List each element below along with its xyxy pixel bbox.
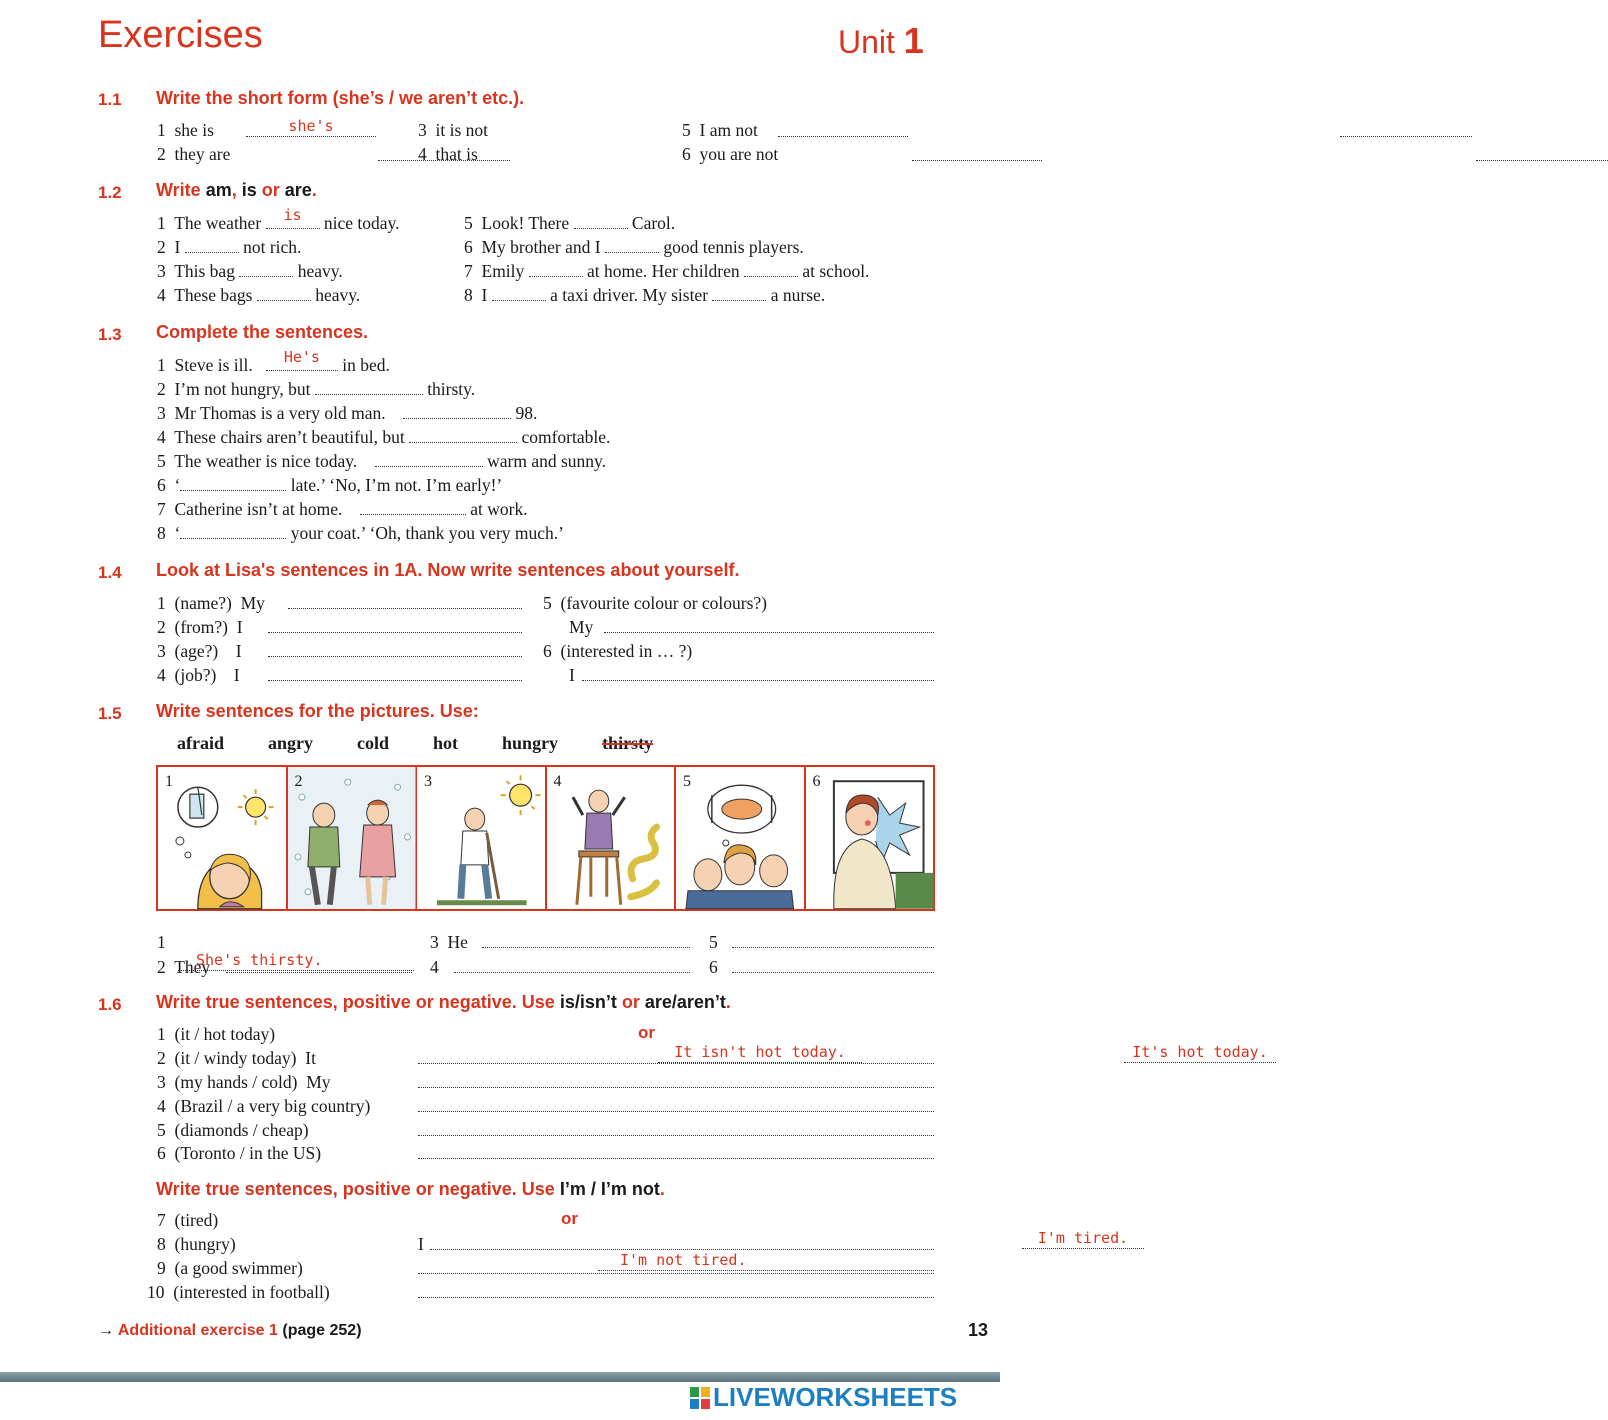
section-title-1-5: Write sentences for the pictures. Use: — [156, 701, 479, 721]
answer-line[interactable] — [418, 1297, 934, 1298]
item-text: 98. — [515, 403, 538, 423]
exercise-1-6-item-5 — [157, 1118, 309, 1142]
exercise-1-4-item-4 — [157, 663, 240, 687]
item-text: nice today. — [323, 213, 400, 233]
or-label: or — [638, 1023, 655, 1042]
item-number: 10 — [147, 1282, 165, 1302]
item-number: 9 — [157, 1258, 166, 1278]
section-title-1-6 — [156, 992, 731, 1013]
item-number: 6 — [543, 641, 552, 661]
keyword: I’m / I’m not — [559, 1179, 660, 1199]
cold-people-illustration — [288, 767, 416, 909]
item-number: 7 — [464, 261, 473, 281]
item-text: I — [481, 285, 488, 305]
exercise-1-6-item-7 — [157, 1208, 218, 1232]
exercise-1-2-item-6 — [464, 235, 804, 259]
unit-label — [838, 20, 924, 62]
section-subtitle-1-6 — [156, 1179, 665, 1200]
item-text: My brother and I — [481, 237, 601, 257]
answer-line[interactable] — [454, 972, 690, 973]
item-question: (Brazil / a very big country) — [174, 1096, 371, 1116]
item-text: The weather — [174, 213, 262, 233]
item-number: 5 — [464, 213, 473, 233]
title-part: . — [725, 992, 731, 1012]
bottom-divider — [0, 1372, 1000, 1382]
section-number-1-3: 1.3 — [98, 325, 122, 344]
answer-field[interactable] — [246, 117, 376, 137]
item-start: I — [236, 617, 243, 637]
item-number: 4 — [157, 1096, 166, 1116]
answer-line[interactable] — [430, 1249, 934, 1250]
item-number: 5 — [709, 932, 718, 952]
picture-number: 1 — [165, 773, 173, 790]
item-text: ‘ — [174, 475, 181, 495]
item-text: The weather is nice today. — [174, 451, 358, 471]
word-used: thirsty — [602, 733, 654, 753]
item-start: My — [240, 593, 265, 613]
item-start: They — [174, 957, 211, 977]
item-text: they are — [174, 144, 231, 164]
answer-line[interactable] — [268, 656, 522, 657]
title-part: , — [231, 180, 242, 200]
picture-1 — [158, 767, 288, 909]
item-start: My — [306, 1072, 331, 1092]
item-text: thirsty. — [427, 379, 476, 399]
item-start: It — [305, 1048, 316, 1068]
item-text: not rich. — [243, 237, 302, 257]
exercise-1-6-item-8-start: I — [418, 1234, 424, 1254]
word: afraid — [177, 733, 224, 753]
answer-line[interactable] — [418, 1111, 934, 1112]
item-number: 6 — [157, 475, 166, 495]
item-number: 1 — [157, 1024, 166, 1044]
item-number: 4 — [157, 427, 166, 447]
item-number: 4 — [418, 144, 427, 164]
or-label: or — [561, 1209, 578, 1228]
exercise-1-6-item-6 — [157, 1141, 321, 1165]
answer-line[interactable] — [418, 1158, 934, 1159]
item-question: (tired) — [174, 1210, 219, 1230]
exercise-1-1-item-3 — [418, 118, 488, 142]
title-part: or — [256, 180, 285, 200]
answer-field[interactable] — [257, 284, 311, 301]
answer-text: I'm not tired. — [620, 1251, 747, 1269]
item-text: I’m not hungry, but — [174, 379, 311, 399]
section-title-1-1: Write the short form (she’s / we aren’t etc.). — [156, 88, 525, 108]
exercise-1-2-item-1 — [157, 206, 400, 235]
exercise-1-3-item-8 — [157, 521, 564, 545]
item-text: your coat.’ ‘Oh, thank you very much.’ — [290, 523, 564, 543]
item-text: These bags — [174, 285, 253, 305]
page-title: Exercises — [98, 14, 263, 56]
exercise-1-1-item-4 — [418, 142, 478, 166]
item-question: (it / hot today) — [174, 1024, 276, 1044]
item-number: 1 — [157, 355, 166, 375]
item-text: at home. Her children — [587, 261, 740, 281]
exercise-1-6-item-10 — [147, 1280, 330, 1304]
exercise-1-4-item-5 — [543, 591, 767, 615]
item-question: (Toronto / in the US) — [174, 1143, 322, 1163]
exercise-1-1-item-2 — [157, 142, 230, 166]
title-part: Write — [156, 180, 206, 200]
item-text: Look! There — [481, 213, 570, 233]
item-text: late.’ ‘No, I’m not. I’m early!’ — [290, 475, 503, 495]
item-number: 6 — [709, 957, 718, 977]
arrow-icon: → — [98, 1322, 114, 1339]
exercise-1-6-item-4 — [157, 1094, 370, 1118]
exercise-1-1-item-1 — [157, 118, 214, 142]
picture-6 — [806, 767, 934, 909]
exercise-1-5-answer-1 — [157, 930, 166, 954]
answer-field[interactable] — [912, 144, 1042, 161]
exercise-1-3-item-1 — [157, 348, 390, 377]
exercise-1-6-item-3 — [157, 1070, 331, 1094]
exercise-1-5-answer-5 — [709, 930, 718, 954]
item-number: 3 — [157, 641, 166, 661]
item-number: 6 — [464, 237, 473, 257]
word: hungry — [502, 733, 559, 753]
item-question: (age?) — [174, 641, 219, 661]
answer-line[interactable] — [732, 972, 934, 973]
answer-line[interactable] — [418, 1063, 934, 1064]
exercise-1-3-item-6 — [157, 473, 502, 497]
item-text: at work. — [470, 499, 528, 519]
answer-field[interactable] — [403, 402, 511, 419]
answer-line[interactable] — [418, 1273, 934, 1274]
answer-text: she's — [288, 117, 334, 135]
answer-field[interactable] — [1124, 1043, 1276, 1063]
item-number: 5 — [157, 1120, 166, 1140]
exercise-1-2-item-5 — [464, 211, 675, 235]
picture-3 — [417, 767, 547, 909]
answer-line[interactable] — [732, 947, 934, 948]
unit-number: 1 — [903, 20, 924, 61]
picture-number: 6 — [812, 773, 821, 790]
answer-field[interactable] — [1022, 1229, 1144, 1249]
section-number-1-4: 1.4 — [98, 563, 122, 582]
answer-field[interactable] — [409, 426, 517, 443]
word: cold — [357, 733, 390, 753]
item-text: good tennis players. — [663, 237, 804, 257]
item-number: 7 — [157, 499, 166, 519]
item-question: (job?) — [174, 665, 217, 685]
item-text: a nurse. — [770, 285, 826, 305]
item-number: 6 — [157, 1143, 166, 1163]
exercise-1-6-item-2 — [157, 1046, 316, 1070]
answer-line[interactable] — [418, 1087, 934, 1088]
item-text: she is — [174, 120, 214, 140]
answer-field[interactable] — [1340, 120, 1472, 137]
picture-number: 3 — [424, 773, 432, 790]
answer-field[interactable] — [605, 236, 659, 253]
item-number: 2 — [157, 379, 166, 399]
item-number: 4 — [157, 665, 166, 685]
answer-field[interactable] — [598, 1251, 934, 1271]
answer-line[interactable] — [482, 947, 690, 948]
answer-field[interactable] — [492, 284, 546, 301]
item-text: it is not — [435, 120, 489, 140]
item-number: 2 — [157, 237, 166, 257]
hot-man-illustration — [417, 767, 545, 909]
item-text: Catherine isn’t at home. — [174, 499, 343, 519]
item-number: 8 — [464, 285, 473, 305]
keyword: is/isn’t — [559, 992, 617, 1012]
exercise-1-5-answer-3 — [430, 930, 468, 954]
answer-field[interactable] — [266, 348, 338, 371]
item-question: (name?) — [174, 593, 232, 613]
exercise-1-4-item-6-start: I — [569, 665, 575, 685]
exercise-1-1-item-6 — [682, 142, 778, 166]
title-part: or — [616, 992, 645, 1012]
item-number: 7 — [157, 1210, 166, 1230]
item-number: 1 — [157, 593, 166, 613]
answer-line[interactable] — [226, 972, 412, 973]
page-number: 13 — [968, 1320, 989, 1340]
answer-text: She's thirsty. — [196, 951, 323, 969]
keyword: am — [205, 180, 232, 200]
item-number: 3 — [418, 120, 427, 140]
picture-4 — [547, 767, 677, 909]
item-text: in bed. — [342, 355, 390, 375]
item-question: (diamonds / cheap) — [174, 1120, 309, 1140]
item-text: Carol. — [631, 213, 676, 233]
section-title-1-3: Complete the sentences. — [156, 322, 369, 342]
item-number: 6 — [682, 144, 691, 164]
item-text: These chairs aren’t beautiful, but — [174, 427, 405, 447]
word: hot — [433, 733, 459, 753]
answer-field[interactable] — [180, 522, 286, 539]
exercise-1-4-item-5-start: My — [569, 617, 594, 637]
picture-5 — [676, 767, 806, 909]
title-part: Write true sentences, positive or negative. Use — [156, 992, 560, 1012]
item-number: 1 — [157, 932, 166, 952]
answer-line[interactable] — [268, 632, 522, 633]
liveworksheets-watermark — [690, 1382, 957, 1413]
item-number: 2 — [157, 617, 166, 637]
section-number-1-1: 1.1 — [98, 90, 122, 109]
title-part: . — [659, 1179, 665, 1199]
exercise-1-4-item-3 — [157, 639, 242, 663]
answer-line[interactable] — [418, 1135, 934, 1136]
link-text: Additional exercise 1 — [117, 1322, 278, 1339]
answer-field[interactable] — [266, 206, 320, 229]
keyword: are/aren’t — [644, 992, 726, 1012]
item-question: (favourite colour or colours?) — [560, 593, 768, 613]
picture-strip — [156, 765, 935, 911]
item-start: He — [447, 932, 468, 952]
item-text: I — [174, 237, 181, 257]
exercise-1-2-item-7 — [464, 259, 869, 283]
word: angry — [268, 733, 313, 753]
item-text: heavy. — [315, 285, 361, 305]
item-text: This bag — [174, 261, 235, 281]
item-number: 8 — [157, 523, 166, 543]
exercise-1-5-answer-6 — [709, 955, 718, 979]
item-text: a taxi driver. My sister — [550, 285, 709, 305]
answer-line[interactable] — [268, 680, 522, 681]
item-number: 2 — [157, 144, 166, 164]
item-text: I am not — [699, 120, 758, 140]
title-part: Write true sentences, positive or negative. Use — [156, 1179, 560, 1199]
answer-field[interactable] — [375, 450, 483, 467]
exercise-1-4-item-2 — [157, 615, 243, 639]
answer-field[interactable] — [185, 236, 239, 253]
answer-field[interactable] — [744, 260, 798, 277]
answer-field[interactable] — [574, 212, 628, 229]
answer-line[interactable] — [582, 680, 934, 681]
exercise-1-6-item-8 — [157, 1232, 236, 1256]
item-number: 4 — [157, 285, 166, 305]
item-question: (hungry) — [174, 1234, 236, 1254]
item-number: 8 — [157, 1234, 166, 1254]
exercise-1-2-item-3 — [157, 259, 343, 283]
picture-number: 4 — [553, 773, 562, 790]
answer-field[interactable] — [239, 260, 293, 277]
exercise-1-2-item-2 — [157, 235, 301, 259]
item-text: Mr Thomas is a very old man. — [174, 403, 386, 423]
exercise-1-5-answer-4 — [430, 955, 439, 979]
item-number: 2 — [157, 957, 166, 977]
item-number: 5 — [157, 451, 166, 471]
answer-field[interactable] — [529, 260, 583, 277]
item-text: ‘ — [174, 523, 181, 543]
afraid-man-illustration — [547, 767, 675, 909]
item-number: 1 — [157, 120, 166, 140]
item-text: you are not — [699, 144, 779, 164]
exercise-1-3-item-4 — [157, 425, 610, 449]
item-number: 5 — [682, 120, 691, 140]
item-question: (my hands / cold) — [174, 1072, 298, 1092]
item-question: (interested in football) — [173, 1282, 330, 1302]
exercise-1-3-item-3 — [157, 401, 537, 425]
answer-field[interactable] — [180, 474, 286, 491]
item-text: heavy. — [297, 261, 343, 281]
answer-field[interactable] — [178, 951, 414, 971]
answer-text: He's — [283, 348, 320, 366]
item-text: that is — [435, 144, 478, 164]
section-title-1-2 — [156, 180, 317, 201]
answer-line[interactable] — [288, 608, 522, 609]
answer-field[interactable] — [1476, 144, 1608, 161]
item-number: 1 — [157, 213, 166, 233]
answer-field[interactable] — [778, 120, 908, 137]
angry-woman-illustration — [806, 767, 934, 909]
item-question: (it / windy today) — [174, 1048, 297, 1068]
item-number: 3 — [157, 261, 166, 281]
section-number-1-5: 1.5 — [98, 704, 122, 723]
liveworksheets-logo-icon — [690, 1387, 710, 1409]
item-number: 4 — [430, 957, 439, 977]
item-start: I — [233, 665, 240, 685]
exercise-1-6-item-1 — [157, 1022, 275, 1046]
item-question: (from?) — [174, 617, 228, 637]
exercise-1-4-item-1 — [157, 591, 265, 615]
picture-number: 2 — [294, 773, 303, 790]
item-number: 3 — [157, 403, 166, 423]
answer-text: It isn't hot today. — [674, 1043, 846, 1061]
item-text: Emily — [481, 261, 525, 281]
keyword: are — [284, 180, 312, 200]
item-question: (a good swimmer) — [174, 1258, 303, 1278]
exercise-1-3-item-7 — [157, 497, 528, 521]
answer-field[interactable] — [658, 1043, 862, 1063]
picture-number: 5 — [683, 773, 691, 790]
item-number: 2 — [157, 1048, 166, 1068]
exercise-1-3-item-5 — [157, 449, 606, 473]
exercise-1-4-item-6 — [543, 639, 692, 663]
picture-2 — [288, 767, 418, 909]
section-number-1-2: 1.2 — [98, 183, 122, 202]
answer-text: I'm tired. — [1037, 1229, 1129, 1247]
title-part: . — [311, 180, 317, 200]
item-question: (interested in … ?) — [560, 641, 693, 661]
exercise-1-5-answer-2 — [157, 955, 210, 979]
section-number-1-6: 1.6 — [98, 995, 122, 1014]
watermark-text: LIVEWORKSHEETS — [713, 1382, 958, 1412]
item-text: Steve is ill. — [174, 355, 253, 375]
additional-exercise-link[interactable] — [98, 1322, 362, 1340]
answer-text: It's hot today. — [1132, 1043, 1268, 1061]
answer-field[interactable] — [360, 498, 466, 515]
section-title-1-4: Look at Lisa's sentences in 1A. Now write sentences about yourself. — [156, 560, 740, 580]
answer-field[interactable] — [712, 284, 766, 301]
exercise-1-6-item-9 — [157, 1256, 303, 1280]
answer-text: is — [283, 206, 302, 224]
item-number: 3 — [430, 932, 439, 952]
unit-word: Unit — [838, 24, 895, 60]
item-number: 5 — [543, 593, 552, 613]
word-bank — [177, 731, 697, 755]
item-start: I — [235, 641, 242, 661]
exercise-1-3-item-2 — [157, 377, 475, 401]
thirsty-girl-illustration — [158, 767, 286, 909]
exercise-1-1-item-5 — [682, 118, 758, 142]
item-number: 3 — [157, 1072, 166, 1092]
exercise-1-2-item-8 — [464, 283, 825, 307]
page-ref: (page 252) — [282, 1322, 362, 1339]
keyword: is — [241, 180, 257, 200]
item-text: at school. — [802, 261, 870, 281]
answer-line[interactable] — [604, 632, 934, 633]
item-text: comfortable. — [521, 427, 611, 447]
item-text: warm and sunny. — [487, 451, 607, 471]
answer-field[interactable] — [315, 378, 423, 395]
hungry-family-illustration — [676, 767, 804, 909]
exercise-1-2-item-4 — [157, 283, 360, 307]
